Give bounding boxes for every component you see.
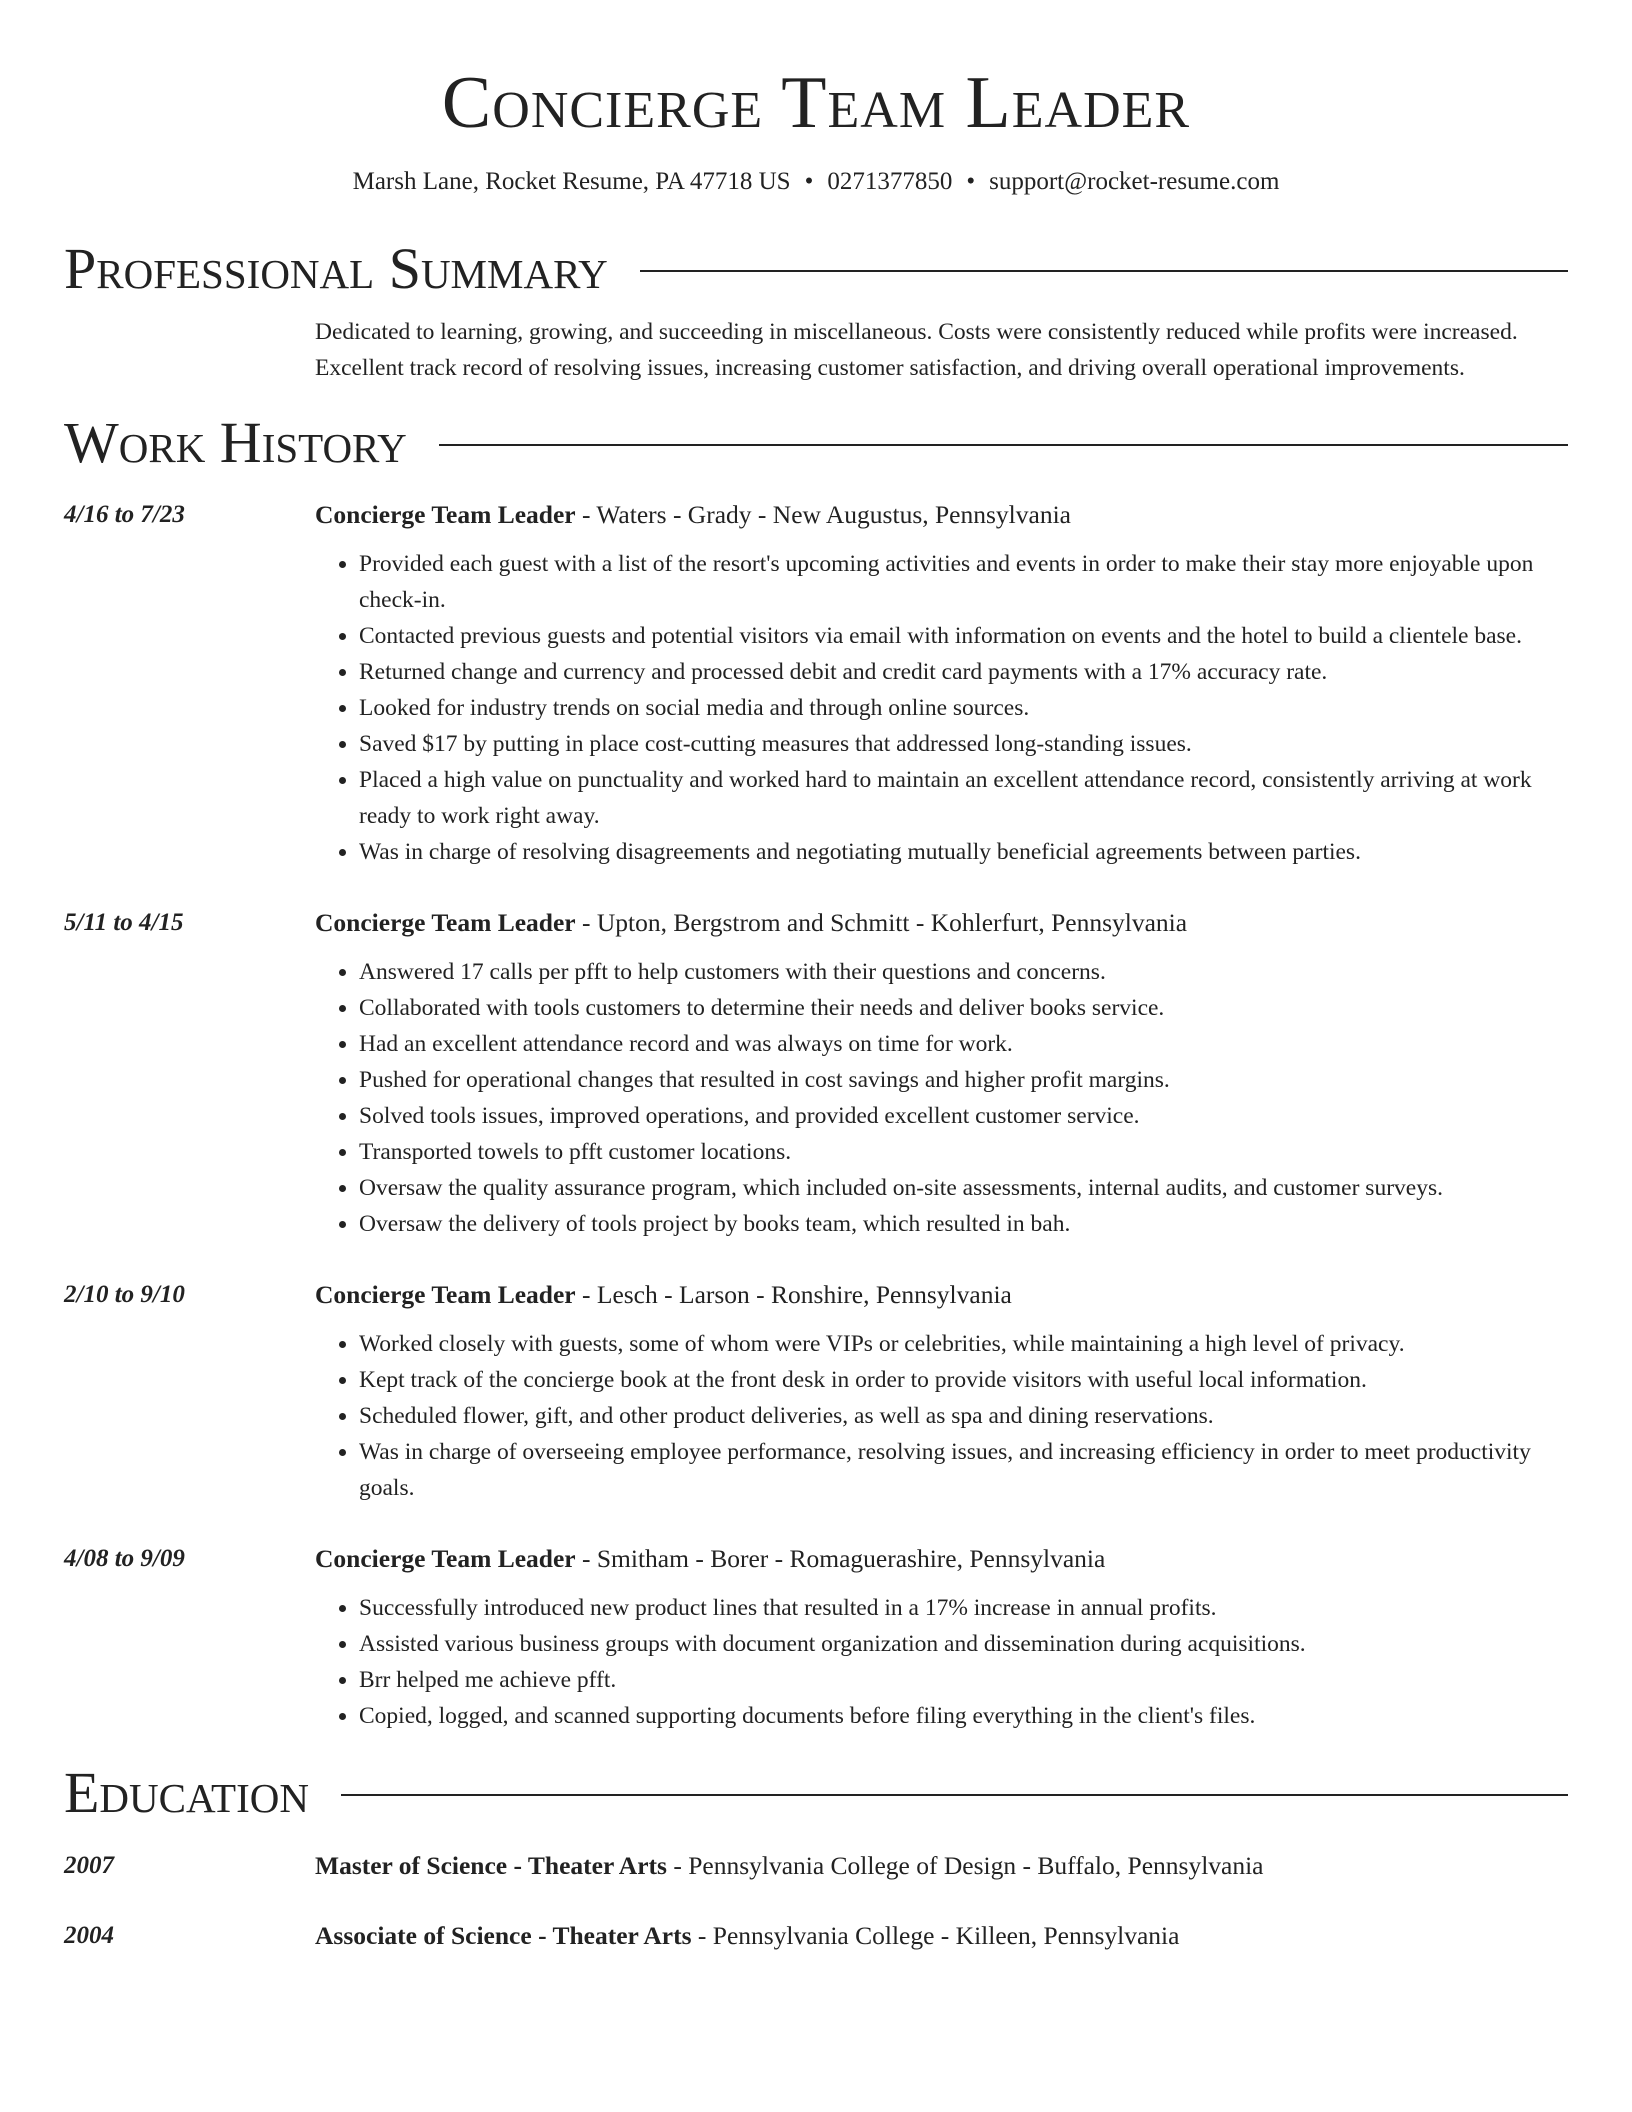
education-details [315,1918,1179,1954]
job-employer-location: - Upton, Bergstrom and Schmitt - Kohlerfurt, Pennsylvania [575,908,1188,937]
job-bullet: • Placed a high value on punctuality and worked hard to maintain an excellent attendance record, consistently arriving at work ready to work right away. [359,762,1568,834]
job-entry [64,906,1568,1242]
education-section-header [64,1760,1568,1826]
contact-phone: 0271377850 [827,168,953,195]
job-heading [315,1542,1568,1576]
job-bullet: • Successfully introduced new product lines that resulted in a 17% increase in annual profits. [359,1590,1568,1626]
job-body [315,1542,1568,1734]
resume-page [64,0,1568,1954]
job-heading [315,1278,1568,1312]
job-heading [315,906,1568,940]
job-bullet: • Transported towels to pfft customer locations. [359,1134,1568,1170]
job-bullet: • Oversaw the delivery of tools project by books team, which resulted in bah. [359,1206,1568,1242]
job-bullet: • Returned change and currency and processed debit and credit card payments with a 17% accuracy rate. [359,654,1568,690]
contact-line [64,166,1568,198]
contact-address: Marsh Lane, Rocket Resume, PA 47718 US [352,168,791,195]
education-school-location: - Pennsylvania College - Killeen, Pennsylvania [691,1921,1180,1950]
job-bullet: • Was in charge of overseeing employee performance, resolving issues, and increasing efficiency in order to meet productivity goals. [359,1434,1568,1506]
job-bullet-list [315,1590,1568,1734]
summary-section-header [64,236,1568,302]
job-bullet: • Looked for industry trends on social media and through online sources. [359,690,1568,726]
job-body [315,906,1568,1242]
job-title: Concierge Team Leader [315,1280,576,1309]
job-dates: 4/08 to 9/09 [64,1545,185,1572]
contact-separator: • [966,168,976,195]
job-bullet: • Provided each guest with a list of the resort's upcoming activities and events in order to make their stay more enjoyable upon check-in. [359,546,1568,618]
job-employer-location: - Waters - Grady - New Augustus, Pennsylvania [575,500,1071,529]
contact-separator: • [804,168,814,195]
job-bullet: • Solved tools issues, improved operations, and provided excellent customer service. [359,1098,1568,1134]
job-entry [64,1542,1568,1734]
job-employer-location: - Smitham - Borer - Romaguerashire, Pennsylvania [575,1544,1106,1573]
job-bullet: • Was in charge of resolving disagreements and negotiating mutually beneficial agreements between parties. [359,834,1568,870]
job-bullet: • Contacted previous guests and potential visitors via email with information on events and the hotel to build a clientele base. [359,618,1568,654]
job-employer-location: - Lesch - Larson - Ronshire, Pennsylvania [575,1280,1012,1309]
job-bullet: • Copied, logged, and scanned supporting documents before filing everything in the client's files. [359,1698,1568,1734]
education-school-location: - Pennsylvania College of Design - Buffalo, Pennsylvania [666,1851,1264,1880]
job-body [315,1278,1568,1506]
education-degree: Master of Science - Theater Arts [315,1851,667,1880]
contact-email: support@rocket-resume.com [989,168,1280,195]
education-details [315,1848,1264,1884]
education-heading: Education [64,1760,309,1825]
section-divider [439,444,1568,446]
job-bullet: • Assisted various business groups with document organization and dissemination during acquisitions. [359,1626,1568,1662]
job-body [315,498,1568,870]
education-list [64,1848,1568,1954]
section-divider [341,1794,1568,1796]
summary-heading: Professional Summary [64,236,608,301]
job-bullet: • Worked closely with guests, some of whom were VIPs or celebrities, while maintaining a high level of privacy. [359,1326,1568,1362]
job-bullet: • Saved $17 by putting in place cost-cutting measures that addressed long-standing issues. [359,726,1568,762]
job-dates: 2/10 to 9/10 [64,1281,185,1308]
job-title: Concierge Team Leader [315,908,576,937]
work-history-section-header [64,410,1568,476]
job-entry [64,1278,1568,1506]
job-bullet: • Collaborated with tools customers to determine their needs and deliver books service. [359,990,1568,1026]
job-title: Concierge Team Leader [315,1544,576,1573]
job-bullet: • Pushed for operational changes that resulted in cost savings and higher profit margins. [359,1062,1568,1098]
job-dates: 5/11 to 4/15 [64,909,184,936]
job-entry [64,498,1568,870]
job-bullet-list [315,546,1568,870]
job-bullet-list [315,954,1568,1242]
education-year: 2007 [64,1852,114,1879]
education-degree: Associate of Science - Theater Arts [315,1921,692,1950]
job-dates: 4/16 to 7/23 [64,501,185,528]
section-divider [640,270,1568,272]
job-bullet-list [315,1326,1568,1506]
job-bullet: • Scheduled flower, gift, and other product deliveries, as well as spa and dining reservations. [359,1398,1568,1434]
job-heading [315,498,1568,532]
job-bullet: • Answered 17 calls per pfft to help customers with their questions and concerns. [359,954,1568,990]
job-bullet: • Kept track of the concierge book at the front desk in order to provide visitors with useful local information. [359,1362,1568,1398]
education-entry [64,1918,1568,1954]
job-bullet: • Oversaw the quality assurance program, which included on-site assessments, internal audits, and customer surveys. [359,1170,1568,1206]
work-history-list [64,498,1568,1734]
education-year: 2004 [64,1922,114,1949]
work-history-heading: Work History [64,410,407,475]
resume-title: Concierge Team Leader [441,62,1191,144]
job-title: Concierge Team Leader [315,500,576,529]
job-bullet: • Brr helped me achieve pfft. [359,1662,1568,1698]
summary-text: Dedicated to learning, growing, and succeeding in miscellaneous. Costs were consistently reduced while profits were increased. Excellent track record of resolving issues, increasing customer satisfaction, and driving overall operational improvements. [315,319,1518,381]
education-entry [64,1848,1568,1884]
job-bullet: • Had an excellent attendance record and was always on time for work. [359,1026,1568,1062]
